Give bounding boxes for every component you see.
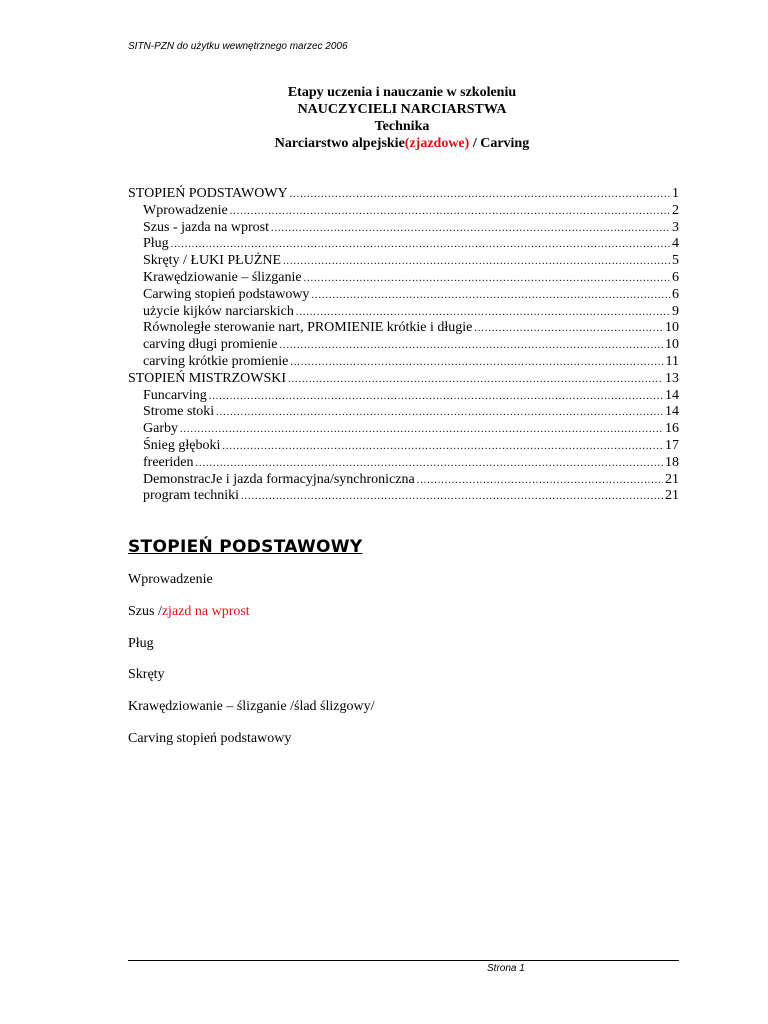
toc-entry-label: Garby <box>143 421 178 437</box>
toc-entry-page: 2 <box>672 202 679 218</box>
toc-entry[interactable] <box>128 421 679 438</box>
title-line-3: Technika <box>374 119 430 134</box>
toc-dot-leader <box>271 223 670 234</box>
toc-entry[interactable] <box>128 236 679 253</box>
toc-entry-label: STOPIEŃ MISTRZOWSKI <box>128 370 287 386</box>
toc-entry-page: 18 <box>665 454 679 470</box>
toc-entry-label: Carwing stopień podstawowy <box>143 286 310 302</box>
table-of-contents <box>128 186 679 505</box>
toc-entry-page: 6 <box>672 286 679 302</box>
toc-dot-leader <box>417 475 663 486</box>
toc-dot-leader <box>283 256 670 267</box>
toc-dot-leader <box>304 273 670 284</box>
toc-entry[interactable] <box>128 270 679 287</box>
footer-divider <box>128 960 679 961</box>
toc-dot-leader <box>171 239 670 250</box>
toc-dot-leader <box>290 357 663 368</box>
toc-entry-page: 9 <box>672 303 679 319</box>
toc-entry[interactable] <box>128 337 679 354</box>
body-line-szus <box>128 603 374 635</box>
toc-entry[interactable] <box>128 488 679 505</box>
toc-entry-label: DemonstracJe i jazda formacyjna/synchroniczna <box>143 471 415 487</box>
title-line-4-part2: / Carving <box>469 136 530 151</box>
toc-entry[interactable] <box>128 371 679 388</box>
toc-entry-page: 14 <box>665 387 679 403</box>
toc-entry-page: 10 <box>665 337 679 353</box>
toc-entry[interactable] <box>128 220 679 237</box>
toc-entry[interactable] <box>128 186 679 203</box>
toc-entry-page: 10 <box>665 320 679 336</box>
toc-entry-page: 3 <box>672 219 679 235</box>
toc-entry-page: 14 <box>665 404 679 420</box>
toc-entry[interactable] <box>128 388 679 405</box>
toc-entry-page: 4 <box>672 236 679 252</box>
toc-entry-page: 21 <box>665 471 679 487</box>
body-line-plug: Pług <box>128 635 154 651</box>
toc-entry-page: 11 <box>665 353 679 369</box>
toc-dot-leader <box>230 206 670 217</box>
body-line-intro: Wprowadzenie <box>128 572 213 587</box>
toc-dot-leader <box>196 458 663 469</box>
toc-dot-leader <box>180 424 663 435</box>
page-header-note: SITN-PZN do użytku wewnętrznego marzec 2006 <box>128 41 348 52</box>
toc-dot-leader <box>241 491 663 502</box>
toc-dot-leader <box>474 323 663 334</box>
title-line-4-red: (zjazdowe) <box>404 136 470 151</box>
toc-entry-page: 1 <box>672 186 679 201</box>
toc-entry-label: Śnieg głęboki <box>143 437 221 453</box>
toc-entry[interactable] <box>128 438 679 455</box>
toc-entry[interactable] <box>128 320 679 337</box>
toc-entry[interactable] <box>128 455 679 472</box>
toc-entry-label: Krawędziowanie – ślizganie <box>143 269 302 285</box>
toc-dot-leader <box>296 307 670 318</box>
body-line-szus-red: zjazd na wprost <box>161 603 250 619</box>
toc-entry-label: Równoległe sterowanie nart, PROMIENIE krótkie i długie <box>143 320 473 336</box>
document-title <box>100 84 704 152</box>
toc-dot-leader <box>311 290 670 301</box>
toc-entry-page: 6 <box>672 269 679 285</box>
toc-dot-leader <box>280 340 663 351</box>
toc-entry-label: carving krótkie promienie <box>143 353 289 369</box>
toc-entry[interactable] <box>128 472 679 489</box>
toc-entry[interactable] <box>128 287 679 304</box>
toc-entry-page: 5 <box>672 253 679 269</box>
body-line-skrety: Skręty <box>128 667 165 683</box>
toc-dot-leader <box>216 407 663 418</box>
toc-entry[interactable] <box>128 203 679 220</box>
toc-dot-leader <box>209 391 663 402</box>
toc-entry-label: Pług <box>143 236 169 252</box>
toc-entry-label: program techniki <box>143 488 240 504</box>
toc-entry-label: STOPIEŃ PODSTAWOWY <box>128 186 288 201</box>
toc-entry[interactable] <box>128 404 679 421</box>
toc-dot-leader <box>288 374 663 385</box>
title-line-4 <box>100 135 704 152</box>
toc-entry-label: Szus - jazda na wprost <box>143 219 269 235</box>
toc-entry[interactable] <box>128 253 679 270</box>
toc-entry-page: 17 <box>665 437 679 453</box>
body-line-szus-text: Szus / <box>128 603 162 619</box>
toc-entry-label: Strome stoki <box>143 404 215 420</box>
toc-entry[interactable] <box>128 304 679 321</box>
toc-entry-label: użycie kijków narciarskich <box>143 303 294 319</box>
title-line-1: Etapy uczenia i nauczanie w szkoleniu <box>287 85 517 100</box>
body-line-krawedziowanie: Krawędziowanie – ślizganie /ślad ślizgowy/ <box>128 699 375 715</box>
toc-entry[interactable] <box>128 354 679 371</box>
toc-entry-label: carving długi promienie <box>143 337 278 353</box>
page-number: Strona 1 <box>487 963 525 974</box>
toc-entry-page: 21 <box>665 488 679 504</box>
toc-entry-label: Funcarving <box>143 387 207 403</box>
toc-entry-label: freeriden <box>143 454 194 470</box>
toc-dot-leader <box>222 441 663 452</box>
toc-entry-page: 13 <box>665 370 679 386</box>
body-line-carving: Carving stopień podstawowy <box>128 730 292 746</box>
toc-entry-page: 16 <box>665 421 679 437</box>
title-line-4-part1: Narciarstwo alpejskie <box>274 136 405 151</box>
toc-dot-leader <box>290 189 670 200</box>
toc-entry-label: Wprowadzenie <box>143 202 228 218</box>
section-heading: STOPIEŃ PODSTAWOWY <box>128 537 363 557</box>
title-line-2: NAUCZYCIELI NARCIARSTWA <box>297 102 507 117</box>
toc-entry-label: Skręty / ŁUKI PŁUŻNE <box>143 253 282 269</box>
section-body <box>128 571 374 762</box>
